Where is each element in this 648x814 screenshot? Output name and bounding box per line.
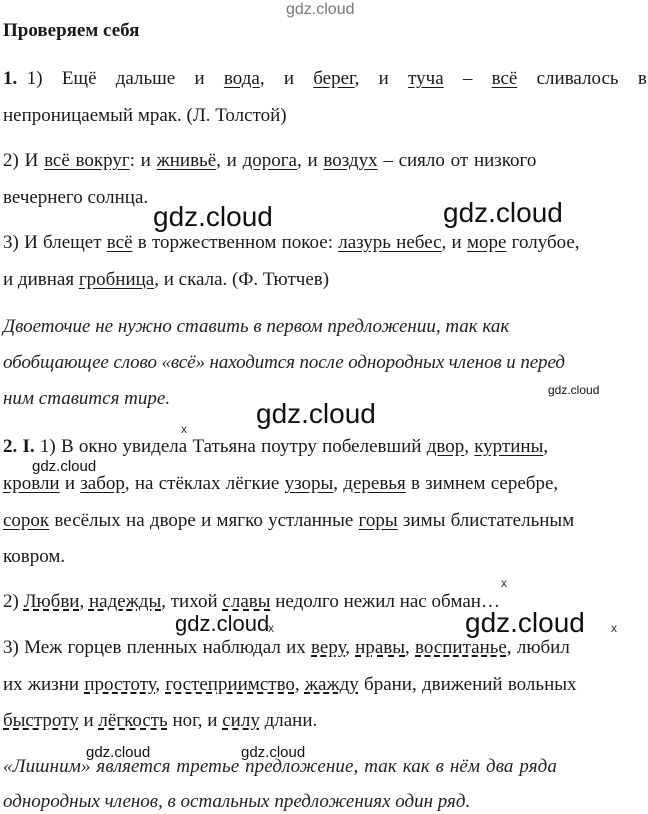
task2-s3-line2: их жизни простоту, гостеприимство, жажду брани, движений вольных xyxy=(3,674,577,695)
subject-derevya: деревья xyxy=(343,473,406,494)
subject-krovli: кровли xyxy=(3,473,60,494)
watermark-4: gdz.cloud xyxy=(256,398,376,429)
task1-note-line1: Двоеточие не нужно ставить в первом предложении, так как xyxy=(3,316,510,337)
subject-doroga: дорога xyxy=(242,150,297,171)
marker-x-4: x xyxy=(611,621,617,635)
subject-vse-2: всё xyxy=(106,232,133,253)
section-heading: Проверяем себя xyxy=(3,20,140,41)
subject-lazur-nebes: лазурь небес xyxy=(338,232,442,253)
task1-s1-line2: непроницаемый мрак. (Л. Толстой) xyxy=(3,105,287,126)
subject-gory: горы xyxy=(358,510,398,531)
object-prostotu: простоту xyxy=(84,674,156,695)
task1-note-line2: обобщающее слово «всё» находится после однородных членов и перед xyxy=(3,352,565,373)
watermark-7: gdz.cloud xyxy=(465,607,585,638)
object-nravy: нравы xyxy=(355,637,406,658)
task1-s3-line2: и дивная гробница, и скала. (Ф. Тютчев) xyxy=(3,269,330,290)
object-slavy: славы xyxy=(222,591,271,612)
task2-note-line1: «Лишним» является третье предложение, так как в нём два ряда xyxy=(3,756,557,777)
watermark-2: gdz.cloud xyxy=(443,197,563,228)
subject-vse: всё xyxy=(491,68,518,89)
object-nadezhdy: надежды xyxy=(88,591,162,612)
watermark-5: gdz.cloud xyxy=(32,458,97,475)
object-lyubvi: Любви xyxy=(23,591,80,612)
task1-s3-line1: 3) И блещет всё в торжественном покое: лазурь небес, и море голубое, xyxy=(3,232,580,253)
subject-bereg: берег xyxy=(313,68,355,89)
watermark-1: gdz.cloud xyxy=(153,201,273,232)
task2-s1-line3: сорок весёлых на дворе и мягко устланные горы зимы блистательным xyxy=(3,510,575,531)
marker-x-1: x xyxy=(181,422,187,436)
task1-s2-line1: 2) И всё вокруг: и жнивьё, и дорога, и воздух – сияло от низкого xyxy=(3,150,537,171)
task2-s3-line1: 3) Меж горцев пленных наблюдал их веру, нравы, воспитанье, любил xyxy=(3,637,570,658)
task2-s1-line4: ковром. xyxy=(3,546,66,567)
task1-s2-line2: вечернего солнца. xyxy=(3,187,149,208)
task1-s1-intro: 1. 1) xyxy=(3,68,43,89)
subject-more: море xyxy=(466,232,507,253)
task2-s3-line3: быстроту и лёгкость ног, и силу длани. xyxy=(3,710,318,731)
task2-s2-line1: 2) Любви, надежды, тихой славы недолго нежил нас обман… xyxy=(3,591,500,612)
subject-vozdukh: воздух xyxy=(323,150,378,171)
object-lyogkost: лёгкость xyxy=(98,710,168,731)
subject-dvor: двор xyxy=(426,436,465,457)
object-silu: силу xyxy=(222,710,260,731)
task1-s1-line1: 1. 1) Ещё дальше и вода, и берег, и туча – всё сливалось в xyxy=(3,68,647,89)
subject-grobnitsa: гробница xyxy=(78,269,155,290)
task2-s1-line1: 2. I. 1) В окно увидела Татьяна поутру побелевший двор, куртины, xyxy=(3,436,549,457)
task1-note-line3: ним ставится тире. xyxy=(3,388,171,409)
watermark-3: gdz.cloud xyxy=(548,383,600,397)
subject-voda: вода xyxy=(223,68,260,89)
object-zhazhdu: жажду xyxy=(304,674,359,695)
watermark-6: gdz.cloud xyxy=(175,611,270,636)
task2-note-line2: однородных членов, в остальных предложениях один ряд. xyxy=(3,791,471,812)
watermark-top: gdz.cloud xyxy=(286,1,355,18)
object-gostepriimstvo: гостеприимство xyxy=(165,674,295,695)
subject-zhnivyo: жнивьё xyxy=(156,150,217,171)
subject-tucha: туча xyxy=(408,68,444,89)
object-veru: веру xyxy=(311,637,346,658)
subject-kurtiny: куртины xyxy=(474,436,544,457)
marker-x-3: x xyxy=(268,621,274,635)
task1-number: 1. xyxy=(3,68,18,89)
task2-s1-line2: кровли и забор, на стёклах лёгкие узоры, деревья в зимнем серебре, xyxy=(3,473,559,494)
subject-sorok: сорок xyxy=(3,510,50,531)
object-bystrotu: быстроту xyxy=(3,710,79,731)
watermark-9: gdz.cloud xyxy=(241,744,306,761)
object-vospitanye: воспитанье xyxy=(415,637,507,658)
marker-x-2: x xyxy=(501,576,507,590)
subject-zabor: забор xyxy=(80,473,125,494)
subject-vse-vokrug: всё вокруг xyxy=(44,150,130,171)
task2-number: 2. I. xyxy=(3,436,35,457)
subject-uzory: узоры xyxy=(284,473,334,494)
watermark-8: gdz.cloud xyxy=(86,744,151,761)
